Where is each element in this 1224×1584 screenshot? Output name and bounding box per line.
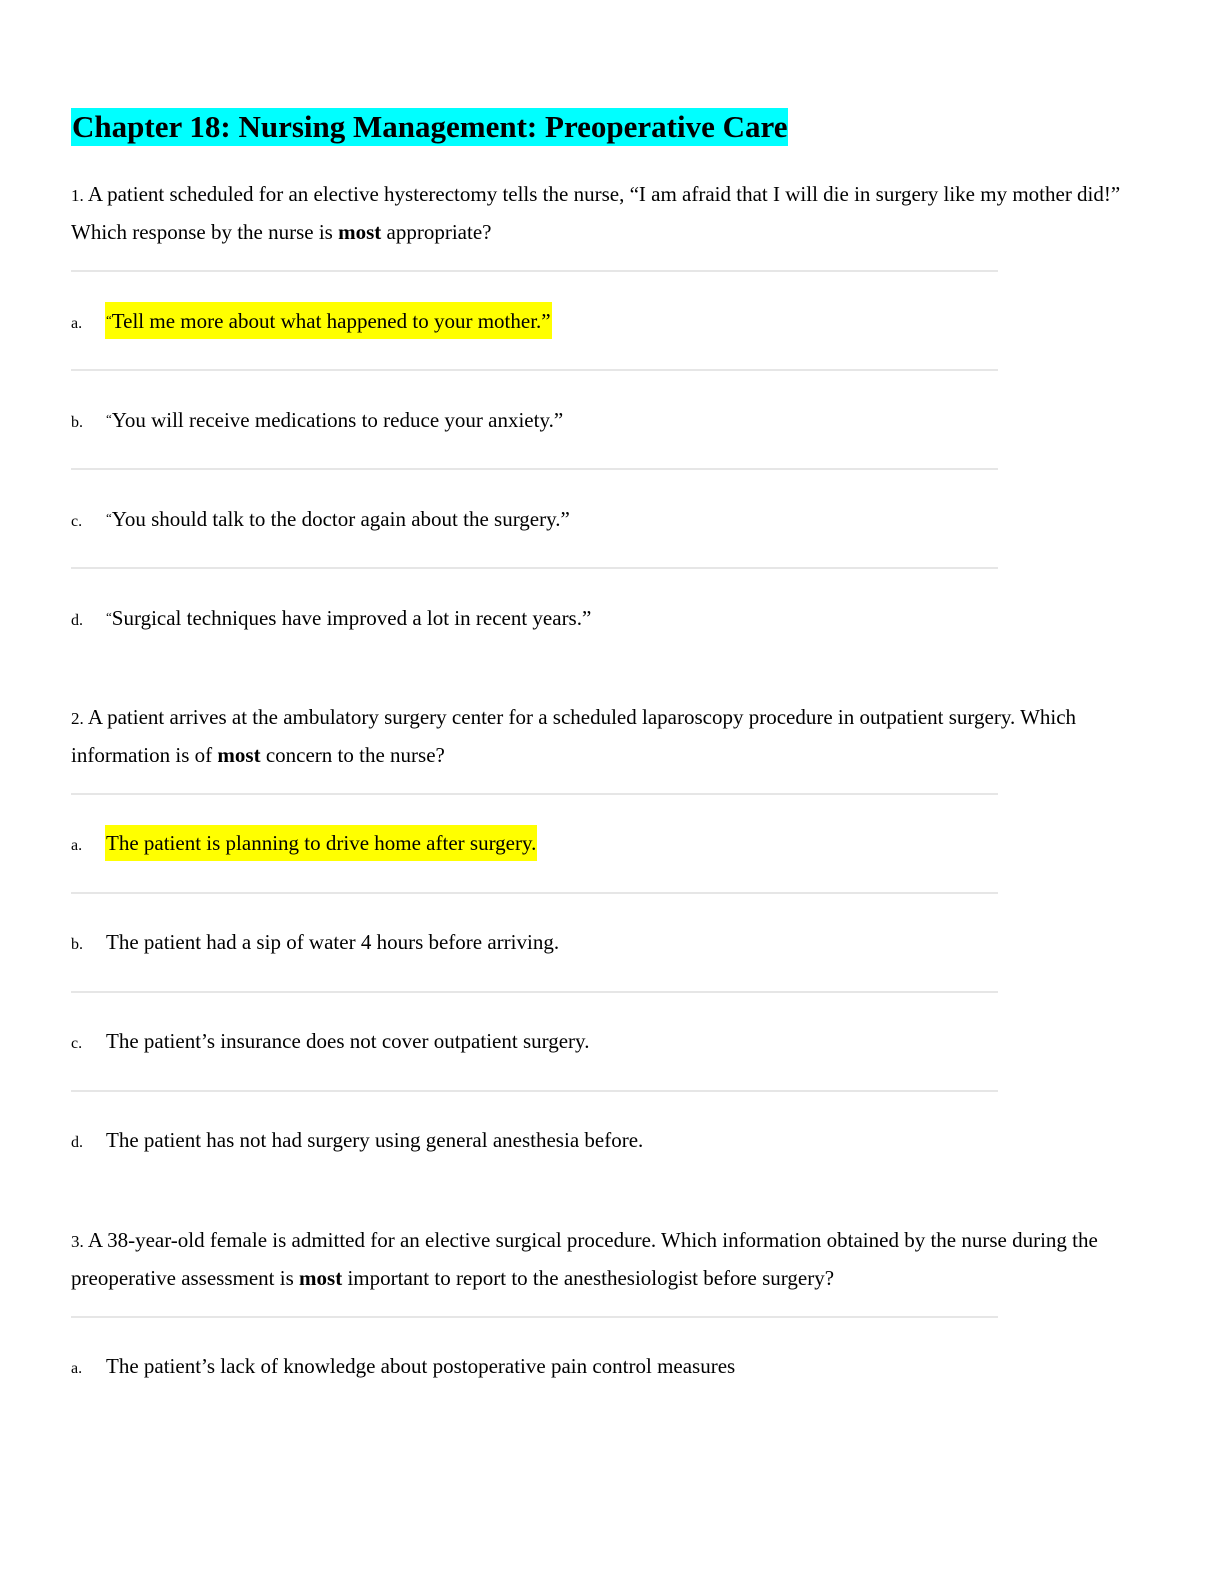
option-label: You will receive medications to reduce your anxiety.” xyxy=(111,408,564,432)
open-quote: “ xyxy=(106,609,112,624)
option-2a xyxy=(71,825,537,861)
option-letter: a. xyxy=(71,837,83,854)
option-text-highlighted: The patient is planning to drive home after surgery. xyxy=(105,825,537,861)
question-number: 1. xyxy=(71,186,84,205)
question-text: A 38-year-old female is admitted for an elective surgical procedure. Which information obtained by the nurse during the preoperative assessment is xyxy=(71,1228,1098,1290)
question-text: A patient scheduled for an elective hysterectomy tells the nurse, “I am afraid that I will die in surgery like my mother did!” Which response by the nurse is xyxy=(71,182,1121,244)
option-1c xyxy=(71,500,571,536)
separator xyxy=(71,567,998,569)
question-emphasis: most xyxy=(299,1266,343,1290)
option-letter: d. xyxy=(71,1134,83,1151)
option-letter: c. xyxy=(71,513,83,530)
question-2 xyxy=(71,699,1151,773)
question-emphasis: most xyxy=(217,743,261,767)
question-text-end: appropriate? xyxy=(381,220,492,244)
separator xyxy=(71,270,998,272)
option-text: The patient has not had surgery using general anesthesia before. xyxy=(106,1128,644,1152)
open-quote: “ xyxy=(106,411,112,426)
question-emphasis: most xyxy=(338,220,382,244)
option-2b xyxy=(71,924,560,960)
option-label: Tell me more about what happened to your mother.” xyxy=(111,309,551,333)
option-1b xyxy=(71,401,564,437)
option-text xyxy=(105,599,592,636)
option-3a xyxy=(71,1348,736,1384)
option-letter: b. xyxy=(71,936,83,953)
option-label: You should talk to the doctor again about the surgery.” xyxy=(111,507,570,531)
question-text-end: concern to the nurse? xyxy=(260,743,445,767)
question-text: A patient arrives at the ambulatory surgery center for a scheduled laparoscopy procedure in outpatient surgery. Which information is of xyxy=(71,705,1077,767)
question-number: 2. xyxy=(71,709,84,728)
open-quote: “ xyxy=(106,312,112,327)
question-3 xyxy=(71,1222,1151,1296)
chapter-title: Chapter 18: Nursing Management: Preoperative Care xyxy=(72,109,788,144)
option-2c xyxy=(71,1023,590,1059)
option-1a xyxy=(71,302,552,338)
option-text: The patient’s lack of knowledge about postoperative pain control measures xyxy=(106,1354,736,1378)
question-number: 3. xyxy=(71,1232,84,1251)
separator xyxy=(71,793,998,795)
option-1d xyxy=(71,599,592,635)
open-quote: “ xyxy=(106,510,112,525)
separator xyxy=(71,892,998,894)
option-label: Surgical techniques have improved a lot in recent years.” xyxy=(111,606,592,630)
option-2d xyxy=(71,1122,644,1158)
option-text: The patient’s insurance does not cover outpatient surgery. xyxy=(106,1029,590,1053)
option-text xyxy=(105,401,564,438)
option-letter: c. xyxy=(71,1035,83,1052)
separator xyxy=(71,1316,998,1318)
separator xyxy=(71,1090,998,1092)
option-text: The patient had a sip of water 4 hours before arriving. xyxy=(106,930,560,954)
question-text-end: important to report to the anesthesiologist before surgery? xyxy=(342,1266,835,1290)
option-letter: a. xyxy=(71,1360,83,1377)
question-1 xyxy=(71,176,1151,250)
separator xyxy=(71,468,998,470)
option-letter: a. xyxy=(71,315,83,332)
option-text xyxy=(105,500,571,537)
option-text-highlighted xyxy=(105,302,552,339)
option-letter: b. xyxy=(71,414,83,431)
separator xyxy=(71,991,998,993)
option-letter: d. xyxy=(71,612,83,629)
separator xyxy=(71,369,998,371)
